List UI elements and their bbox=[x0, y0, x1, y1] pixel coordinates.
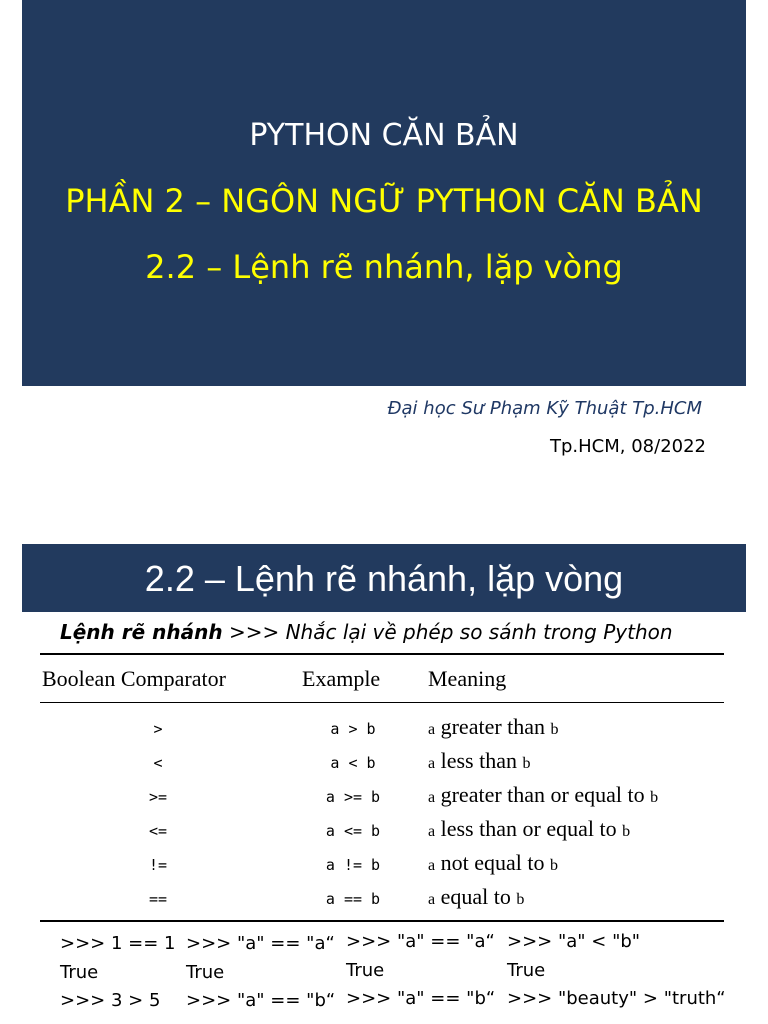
table-row bbox=[0, 748, 768, 782]
example-result: True bbox=[186, 962, 225, 983]
example-code: >>> 1 == 1 bbox=[60, 933, 176, 954]
meaning-cell: a less than or equal to b bbox=[428, 816, 631, 841]
meaning-cell: a not equal to b bbox=[428, 850, 558, 875]
table-row bbox=[0, 714, 768, 748]
column-header-comparator: Boolean Comparator bbox=[42, 666, 226, 691]
table-bottom-rule bbox=[40, 920, 724, 922]
example-code: >>> "beauty" > "truth“ bbox=[507, 988, 726, 1009]
university-name: Đại học Sư Phạm Kỹ Thuật Tp.HCM bbox=[387, 398, 702, 419]
example-code: >>> "a" < "b" bbox=[507, 931, 641, 952]
example-code: >>> "a" == "a“ bbox=[346, 931, 495, 952]
example-cell: a > b bbox=[330, 720, 376, 738]
example-cell: a == b bbox=[325, 890, 381, 908]
subheading-text: >>> Nhắc lại về phép so sánh trong Python bbox=[222, 620, 673, 644]
comparator-cell: <= bbox=[148, 822, 168, 840]
table-row bbox=[0, 850, 768, 884]
slide-header: 2.2 – Lệnh rẽ nhánh, lặp vòng bbox=[22, 544, 746, 612]
comparator-cell: > bbox=[153, 720, 163, 738]
comparator-cell: == bbox=[148, 890, 168, 908]
example-cell: a >= b bbox=[325, 788, 381, 806]
slide-date: Tp.HCM, 08/2022 bbox=[550, 436, 706, 457]
meaning-cell: a less than b bbox=[428, 748, 531, 773]
subheading-topic: Lệnh rẽ nhánh bbox=[60, 620, 223, 644]
table-row bbox=[0, 782, 768, 816]
section-title: 2.2 – Lệnh rẽ nhánh, lặp vòng bbox=[145, 248, 623, 286]
title-slide-banner bbox=[22, 0, 746, 386]
example-code: >>> 3 > 5 bbox=[60, 990, 161, 1011]
table-row bbox=[0, 884, 768, 918]
slide-subheading bbox=[60, 620, 673, 644]
example-result: True bbox=[60, 962, 99, 983]
meaning-cell: a greater than b bbox=[428, 714, 559, 739]
comparator-cell: >= bbox=[148, 788, 168, 806]
example-cell: a < b bbox=[330, 754, 376, 772]
example-code: >>> "a" == "b“ bbox=[186, 990, 336, 1011]
example-result: True bbox=[507, 960, 546, 981]
example-code: >>> "a" == "b“ bbox=[346, 988, 496, 1009]
meaning-cell: a greater than or equal to b bbox=[428, 782, 659, 807]
example-code: >>> "a" == "a“ bbox=[186, 933, 335, 954]
example-cell: a != b bbox=[325, 856, 381, 874]
comparator-cell: != bbox=[148, 856, 168, 874]
column-header-meaning: Meaning bbox=[428, 666, 507, 691]
example-result: True bbox=[346, 960, 385, 981]
part-title: PHẦN 2 – NGÔN NGỮ PYTHON CĂN BẢN bbox=[65, 182, 703, 220]
table-header-rule bbox=[40, 702, 724, 703]
course-title: PYTHON CĂN BẢN bbox=[249, 118, 519, 153]
meaning-cell: a equal to b bbox=[428, 884, 525, 909]
table-top-rule bbox=[40, 653, 724, 655]
example-cell: a <= b bbox=[325, 822, 381, 840]
table-row bbox=[0, 816, 768, 850]
column-header-example: Example bbox=[302, 666, 381, 691]
comparator-cell: < bbox=[153, 754, 163, 772]
